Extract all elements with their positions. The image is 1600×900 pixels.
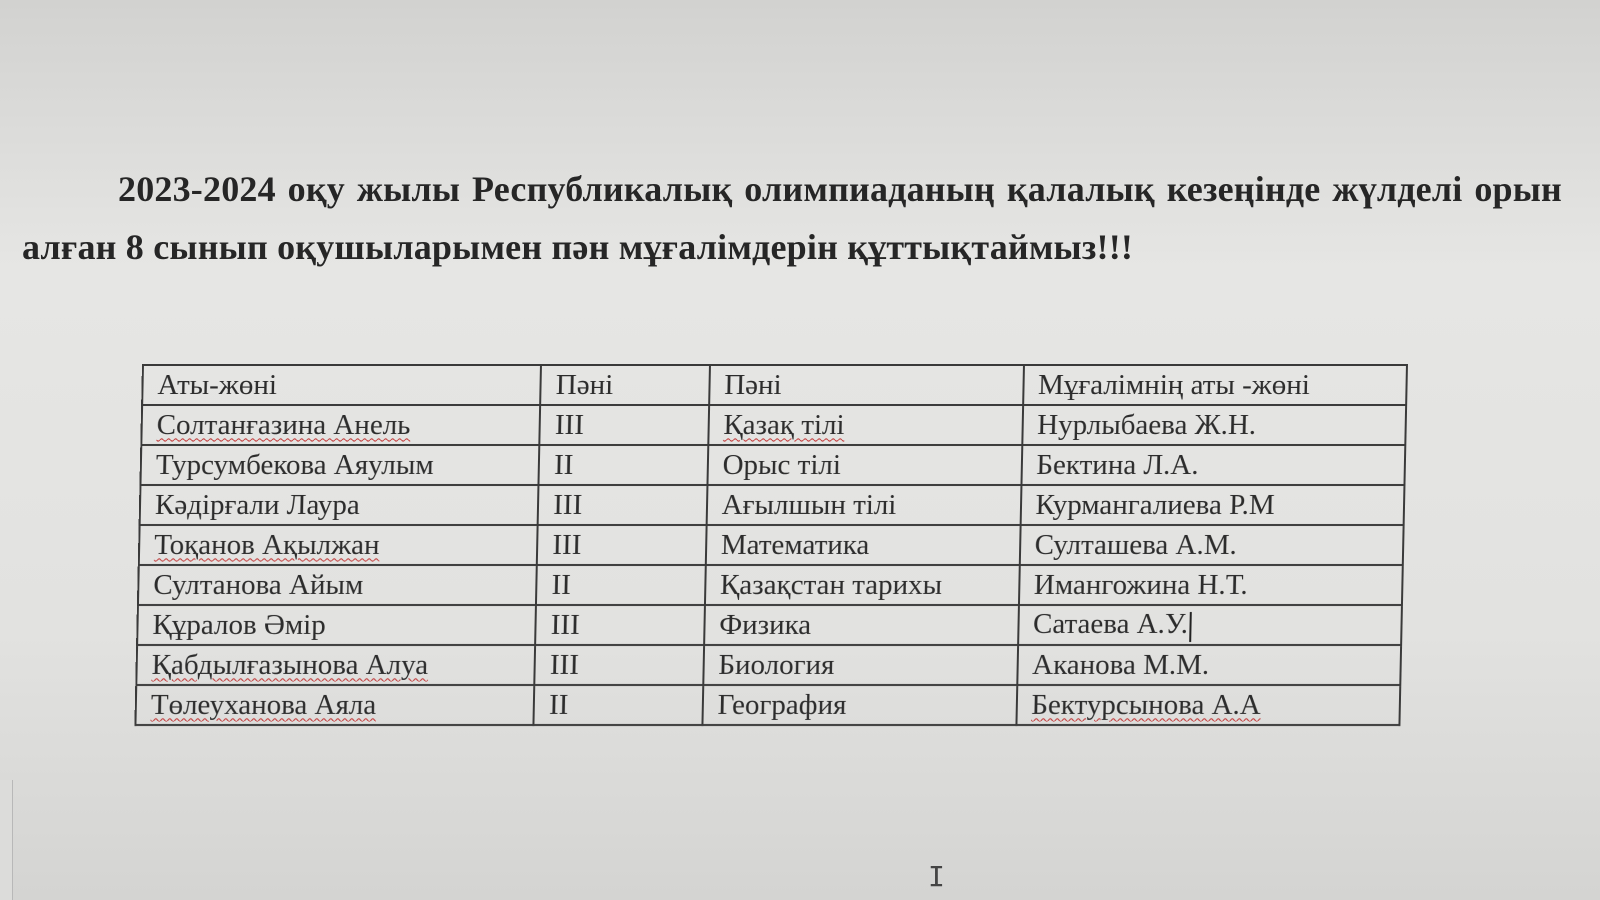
subject-name: Қазақ тілі xyxy=(723,408,845,441)
student-name-cell[interactable] xyxy=(139,525,538,565)
student-name-cell[interactable] xyxy=(141,405,540,445)
place-cell[interactable]: III xyxy=(535,645,704,685)
subject-cell[interactable]: Орыс тілі xyxy=(707,445,1022,485)
table-row xyxy=(141,405,1406,445)
place-cell[interactable]: III xyxy=(538,485,707,525)
student-name: Қабдылғазынова Алуа xyxy=(151,648,429,681)
table-row xyxy=(138,565,1403,605)
table-row xyxy=(136,645,1401,685)
table-row xyxy=(137,605,1402,645)
place-cell[interactable]: II xyxy=(539,445,708,485)
header-teacher[interactable]: Мұғалімнің аты -жөні xyxy=(1023,365,1407,405)
teacher-cell[interactable] xyxy=(1016,685,1400,725)
student-name-cell[interactable] xyxy=(135,685,534,725)
table-row xyxy=(140,445,1405,485)
place-cell[interactable]: III xyxy=(537,525,706,565)
teacher-cell[interactable]: Нурлыбаева Ж.Н. xyxy=(1022,405,1406,445)
header-place[interactable]: Пәні xyxy=(540,365,709,405)
teacher-name: Бектурсынова А.А xyxy=(1031,688,1262,721)
teacher-cell[interactable]: Бектина Л.А. xyxy=(1021,445,1405,485)
student-name: Солтанғазина Анель xyxy=(156,408,411,441)
teacher-cell[interactable] xyxy=(1018,605,1402,645)
teacher-cell[interactable]: Аканова М.М. xyxy=(1017,645,1401,685)
olympiad-results-table[interactable] xyxy=(134,364,1408,726)
table-header-row xyxy=(142,365,1407,405)
student-name: Тоқанов Ақылжан xyxy=(153,528,380,561)
student-name-cell[interactable]: Кәдірғали Лаура xyxy=(140,485,539,525)
subject-cell[interactable]: Биология xyxy=(703,645,1018,685)
subject-cell[interactable]: География xyxy=(702,685,1017,725)
teacher-cell[interactable]: Имангожина Н.Т. xyxy=(1018,565,1402,605)
student-name-cell[interactable] xyxy=(136,645,535,685)
student-name-cell[interactable]: Құралов Әмір xyxy=(137,605,536,645)
subject-cell[interactable]: Ағылшын тілі xyxy=(706,485,1021,525)
place-cell[interactable]: II xyxy=(536,565,705,605)
text-cursor xyxy=(1190,612,1193,642)
vertical-ruler xyxy=(0,780,13,900)
ibeam-cursor-icon: I xyxy=(928,860,945,893)
header-name[interactable]: Аты-жөні xyxy=(142,365,541,405)
teacher-cell[interactable]: Султашева А.М. xyxy=(1019,525,1403,565)
header-subject[interactable]: Пәні xyxy=(709,365,1024,405)
teacher-cell[interactable]: Курмангалиева Р.М xyxy=(1020,485,1404,525)
teacher-name: Сатаева А.У. xyxy=(1032,608,1189,641)
student-name: Төлеуханова Аяла xyxy=(150,688,377,721)
subject-cell[interactable]: Математика xyxy=(706,525,1021,565)
table-row xyxy=(139,525,1404,565)
student-name-cell[interactable]: Турсумбекова Аяулым xyxy=(140,445,539,485)
document-heading[interactable]: 2023-2024 оқу жылы Республикалық олимпиаданың қалалық кезеңінде жүлделі орын алған 8 сынып оқушыларымен пән мұғалімдерін құттықтаймыз!!! xyxy=(22,169,1562,267)
place-cell[interactable]: II xyxy=(534,685,703,725)
subject-cell[interactable]: Физика xyxy=(704,605,1019,645)
student-name-cell[interactable]: Султанова Айым xyxy=(138,565,537,605)
place-cell[interactable]: III xyxy=(540,405,709,445)
table-row xyxy=(135,685,1400,725)
subject-cell[interactable] xyxy=(708,405,1023,445)
subject-cell[interactable]: Қазақстан тарихы xyxy=(705,565,1020,605)
table-row xyxy=(140,485,1405,525)
place-cell[interactable]: III xyxy=(535,605,704,645)
